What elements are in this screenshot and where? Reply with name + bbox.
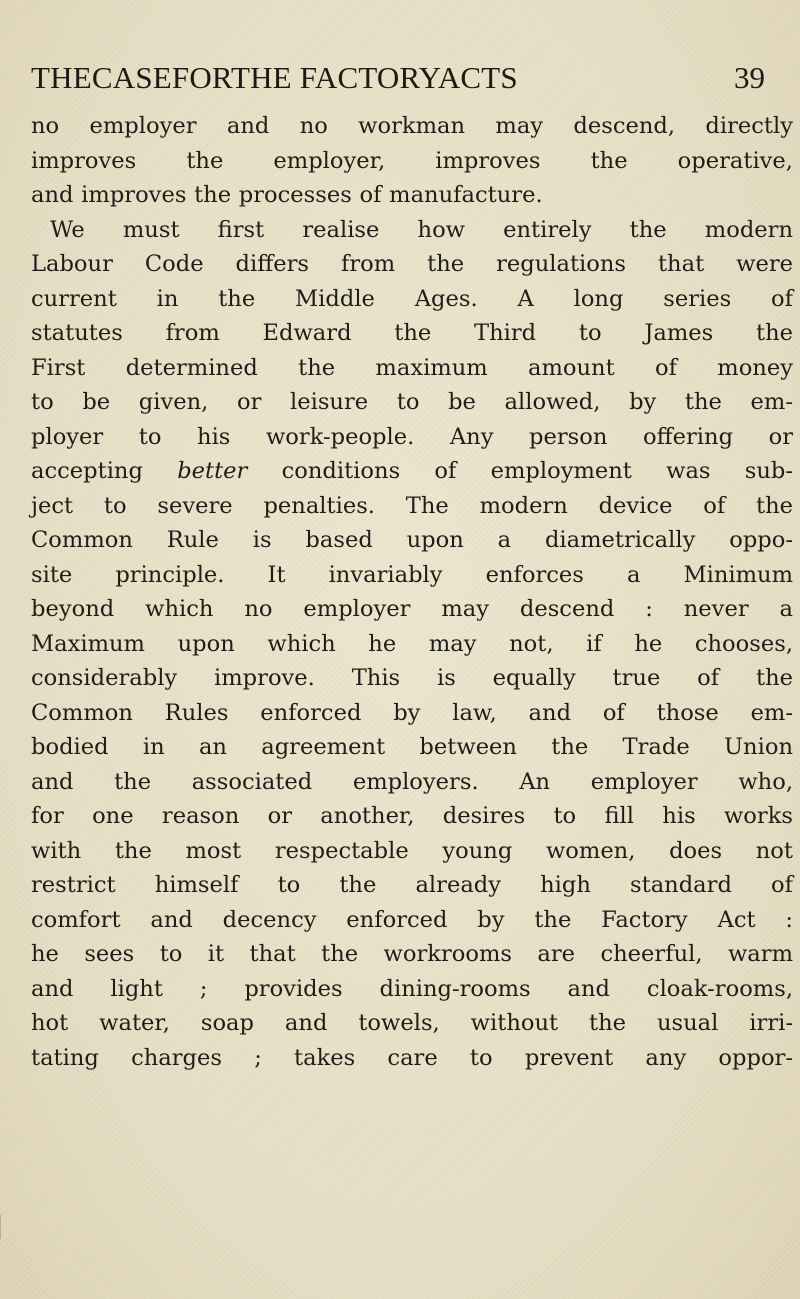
- text-line: for one reason or another, desires to fill his works: [31, 803, 793, 829]
- text-line: statutes from Edward the Third to James the: [31, 320, 793, 346]
- text-line: bodied in an agreement between the Trade Union: [31, 734, 793, 760]
- text-line: ject to severe penalties. The modern device of the: [31, 492, 793, 519]
- running-title: THECASEFORTHE FACTORYACTS: [31, 60, 518, 95]
- text-line: to be given, or leisure to be allowed, by the em-: [31, 389, 793, 415]
- text-fragment: conditions of employment was sub-: [281, 458, 794, 484]
- text-line: restrict himself to the already high standard of: [31, 872, 793, 898]
- text-line: First determined the maximum amount of money: [31, 354, 793, 381]
- text-line: site principle. It invariably enforces a Minimum: [31, 561, 793, 588]
- text-line: and light ; provides dining-rooms and cloak-rooms,: [31, 975, 793, 1002]
- margin-mark: [0, 1215, 7, 1239]
- text-line: and the associated employers. An employer who,: [31, 768, 793, 795]
- text-line: Labour Code differs from the regulations that were: [31, 251, 793, 277]
- emphasized-word: better: [177, 458, 248, 484]
- text-line: he sees to it that the workrooms are cheerful, warm: [31, 941, 793, 967]
- running-head: [31, 58, 791, 98]
- text-line-with-emphasis: [31, 454, 793, 489]
- text-line: current in the Middle Ages. A long series of: [31, 285, 793, 312]
- body-text: [31, 109, 793, 1075]
- text-line: and improves the processes of manufacture.: [31, 182, 543, 208]
- text-fragment: accepting: [31, 458, 143, 484]
- text-line: considerably improve. This is equally true of the: [31, 665, 793, 691]
- text-line: hot water, soap and towels, without the usual irri-: [31, 1010, 793, 1036]
- text-line: tating charges ; takes care to prevent any oppor-: [31, 1044, 793, 1071]
- text-line: comfort and decency enforced by the Factory Act :: [31, 906, 793, 933]
- text-line: Maximum upon which he may not, if he chooses,: [31, 630, 793, 657]
- text-line: beyond which no employer may descend : never a: [31, 596, 793, 622]
- text-line: Common Rules enforced by law, and of those em-: [31, 699, 793, 726]
- text-line: Common Rule is based upon a diametrically oppo-: [31, 527, 793, 553]
- text-line: ployer to his work-people. Any person offering or: [31, 423, 793, 450]
- text-line: We must first realise how entirely the modern: [50, 216, 793, 243]
- page-number: 39: [734, 60, 765, 95]
- text-line: improves the employer, improves the operative,: [31, 147, 793, 174]
- text-line: no employer and no workman may descend, directly: [31, 113, 793, 139]
- text-line: with the most respectable young women, does not: [31, 837, 793, 864]
